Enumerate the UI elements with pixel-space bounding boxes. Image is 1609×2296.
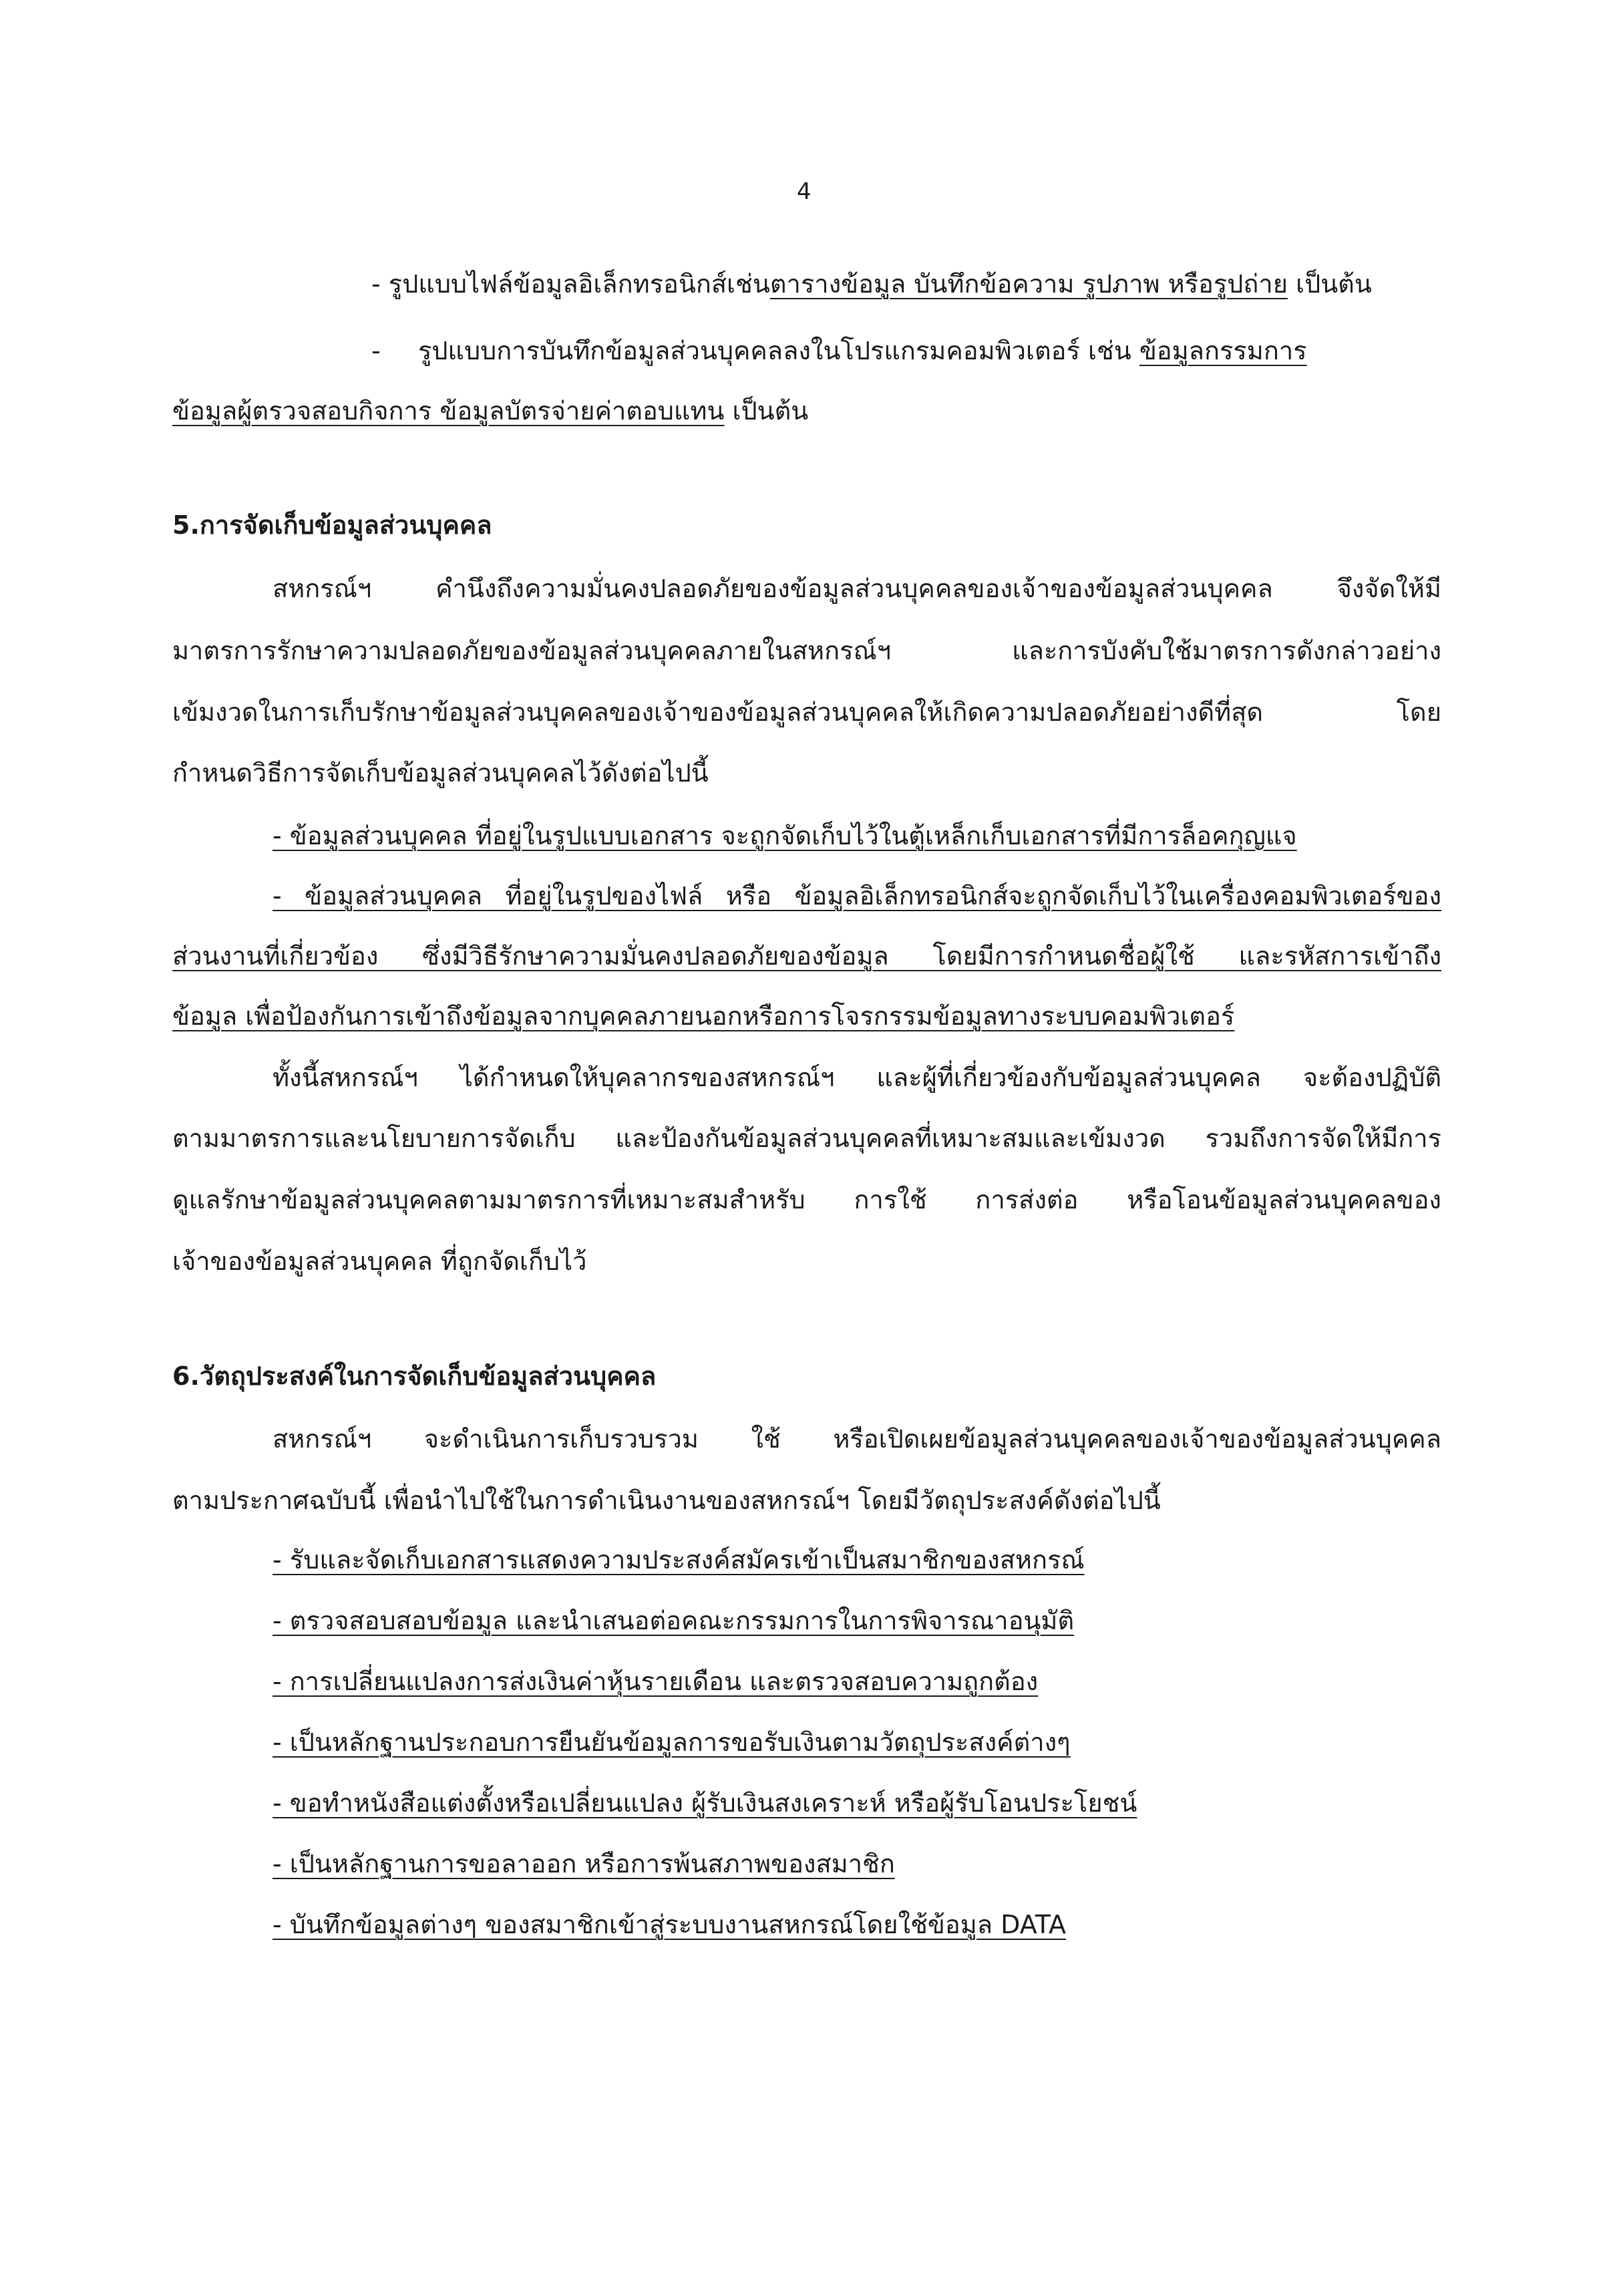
paragraph-line: ดูแลรักษาข้อมูลส่วนบุคคลตามมาตรการที่เหมาะสมสำหรับ การใช้ การส่งต่อ หรือโอนข้อมูลส่วนบุคคลของ	[172, 1185, 1441, 1214]
paragraph-line: สหกรณ์ฯ คำนึงถึงความมั่นคงปลอดภัยของข้อมูลส่วนบุคคลของเจ้าของข้อมูลส่วนบุคคล จึงจัดให้มี	[273, 574, 1441, 603]
paragraph-line: สหกรณ์ฯ จะดำเนินการเก็บรวบรวม ใช้ หรือเปิดเผยข้อมูลส่วนบุคคลของเจ้าของข้อมูลส่วนบุคคล	[273, 1424, 1441, 1454]
paragraph-line: เจ้าของข้อมูลส่วนบุคคล ที่ถูกจัดเก็บไว้	[172, 1247, 587, 1276]
paragraph-line: เข้มงวดในการเก็บรักษาข้อมูลส่วนบุคคลของเจ้าของข้อมูลส่วนบุคคลให้เกิดความปลอดภัยอย่างดีที่สุด โดย	[172, 697, 1441, 727]
storage-item-cont: ส่วนงานที่เกี่ยวข้อง ซึ่งมีวิธีรักษาความมั่นคงปลอดภัยของข้อมูล โดยมีการกำหนดชื่อผู้ใช้ และรหัสการเข้าถึง	[172, 941, 1441, 971]
purpose-item: - ตรวจสอบสอบข้อมูล และนำเสนอต่อคณะกรรมการในการพิจารณาอนุมัติ	[273, 1606, 1075, 1635]
line-computer-record: - รูปแบบการบันทึกข้อมูลส่วนบุคคลลงในโปรแกรมคอมพิวเตอร์ เช่น ข้อมูลกรรมการ	[371, 336, 1307, 365]
line-computer-record-cont: ข้อมูลผู้ตรวจสอบกิจการ ข้อมูลบัตรจ่ายค่าตอบแทน เป็นต้น	[172, 396, 809, 426]
purpose-item: - การเปลี่ยนแปลงการส่งเงินค่าหุ้นรายเดือน และตรวจสอบความถูกต้อง	[273, 1667, 1039, 1696]
paragraph-line: ทั้งนี้สหกรณ์ฯ ได้กำหนดให้บุคลากรของสหกรณ์ฯ และผู้ที่เกี่ยวข้องกับข้อมูลส่วนบุคคล จะต้องปฏิบัติ	[273, 1063, 1441, 1092]
storage-item: - ข้อมูลส่วนบุคคล ที่อยู่ในรูปแบบเอกสาร จะถูกจัดเก็บไว้ในตู้เหล็กเก็บเอกสารที่มีการล็อคกุญแจ	[273, 821, 1297, 850]
paragraph-line: ตามมาตรการและนโยบายการจัดเก็บ และป้องกันข้อมูลส่วนบุคคลที่เหมาะสมและเข้มงวด รวมถึงการจัดให้มีการ	[172, 1124, 1441, 1153]
line-file-format: - รูปแบบไฟล์ข้อมูลอิเล็กทรอนิกส์เช่นตารางข้อมูล บันทึกข้อความ รูปภาพ หรือรูปถ่าย เป็นต้น	[371, 269, 1372, 299]
purpose-item: - รับและจัดเก็บเอกสารแสดงความประสงค์สมัครเข้าเป็นสมาชิกของสหกรณ์	[273, 1545, 1085, 1575]
purpose-item: - เป็นหลักฐานการขอลาออก หรือการพ้นสภาพของสมาชิก	[273, 1849, 895, 1878]
paragraph-line: มาตรการรักษาความปลอดภัยของข้อมูลส่วนบุคคลภายในสหกรณ์ฯ และการบังคับใช้มาตรการดังกล่าวอย่าง	[172, 636, 1441, 665]
purpose-item: - ขอทำหนังสือแต่งตั้งหรือเปลี่ยนแปลง ผู้รับเงินสงเคราะห์ หรือผู้รับโอนประโยชน์	[273, 1788, 1137, 1818]
paragraph-line: กำหนดวิธีการจัดเก็บข้อมูลส่วนบุคคลไว้ดังต่อไปนี้	[172, 758, 709, 788]
storage-item: - ข้อมูลส่วนบุคคล ที่อยู่ในรูปของไฟล์ หรือ ข้อมูลอิเล็กทรอนิกส์จะถูกจัดเก็บไว้ในเครื่องคอมพิวเตอร์ของ	[273, 881, 1441, 911]
section-5-heading: 5.การจัดเก็บข้อมูลส่วนบุคคล	[172, 510, 492, 540]
purpose-item: - บันทึกข้อมูลต่างๆ ของสมาชิกเข้าสู่ระบบงานสหกรณ์โดยใช้ข้อมูล DATA	[273, 1910, 1067, 1939]
storage-item-cont: ข้อมูล เพื่อป้องกันการเข้าถึงข้อมูลจากบุคคลภายนอกหรือการโจรกรรมข้อมูลทางระบบคอมพิวเตอร์	[172, 1001, 1235, 1031]
paragraph-line: ตามประกาศฉบับนี้ เพื่อนำไปใช้ในการดำเนินงานของสหกรณ์ฯ โดยมีวัตถุประสงค์ดังต่อไปนี้	[172, 1486, 1161, 1515]
purpose-item: - เป็นหลักฐานประกอบการยืนยันข้อมูลการขอรับเงินตามวัตถุประสงค์ต่างๆ	[273, 1728, 1071, 1757]
page-number: 4	[797, 178, 812, 205]
section-6-heading: 6.วัตถุประสงค์ในการจัดเก็บข้อมูลส่วนบุคคล	[172, 1361, 657, 1391]
